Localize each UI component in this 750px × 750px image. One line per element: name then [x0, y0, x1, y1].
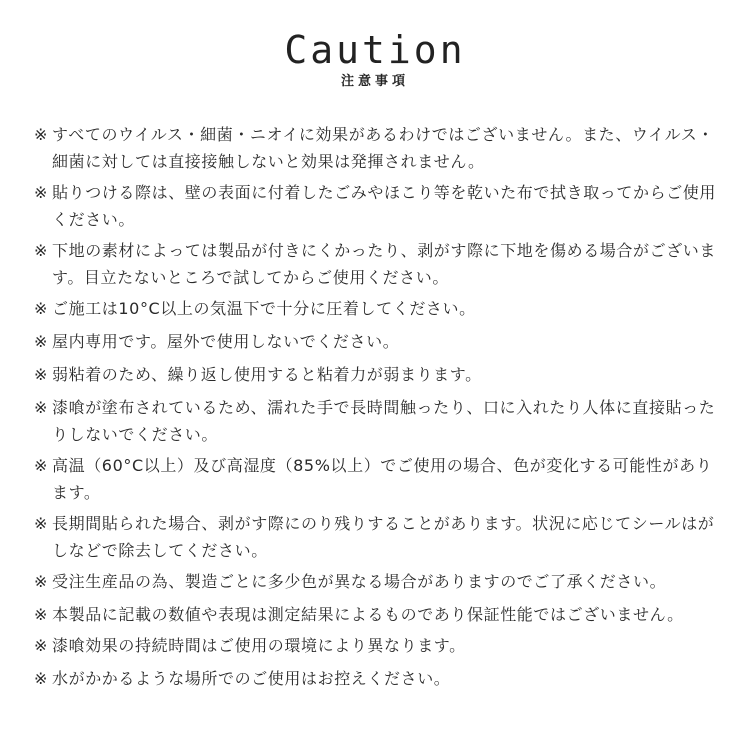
caution-text: 弱粘着のため、繰り返し使用すると粘着力が弱まります。	[52, 365, 482, 384]
caution-text: ご施工は10°C以上の気温下で十分に圧着してください。	[52, 299, 476, 318]
caution-item	[34, 179, 724, 233]
note-mark: ※	[34, 183, 49, 202]
note-mark: ※	[34, 332, 49, 351]
caution-item	[34, 510, 724, 564]
caution-item	[34, 295, 724, 322]
caution-text: 長期間貼られた場合、剥がす際にのり残りすることがあります。状況に応じてシールはがしなどで除去してください。	[52, 514, 715, 560]
note-mark: ※	[34, 572, 49, 591]
note-mark: ※	[34, 514, 49, 533]
caution-text: 屋内専用です。屋外で使用しないでください。	[52, 332, 400, 351]
caution-item	[34, 665, 724, 692]
note-mark: ※	[34, 456, 49, 475]
caution-item	[34, 394, 724, 448]
note-mark: ※	[34, 669, 49, 688]
caution-text: 本製品に記載の数値や表現は測定結果によるものであり保証性能ではございません。	[52, 605, 684, 624]
note-mark: ※	[34, 605, 49, 624]
caution-item	[34, 328, 724, 355]
page-title: Caution	[284, 28, 466, 72]
note-mark: ※	[34, 365, 49, 384]
header	[0, 30, 750, 90]
caution-item	[34, 361, 724, 388]
caution-item	[34, 601, 724, 628]
caution-text: 下地の素材によっては製品が付きにくかったり、剥がす際に下地を傷める場合がございます。目立たないところで試してからご使用ください。	[52, 241, 717, 287]
caution-text: すべてのウイルス・細菌・ニオイに効果があるわけではございません。また、ウイルス・細菌に対しては直接接触しないと効果は発揮されません。	[52, 125, 714, 171]
caution-text: 受注生産品の為、製造ごとに多少色が異なる場合がありますのでご了承ください。	[52, 572, 667, 591]
caution-text: 漆喰が塗布されているため、濡れた手で長時間触ったり、口に入れたり人体に直接貼ったりしないでください。	[52, 398, 716, 444]
caution-item	[34, 632, 724, 659]
caution-text: 高温（60°C以上）及び高湿度（85%以上）でご使用の場合、色が変化する可能性があります。	[52, 456, 713, 502]
caution-item	[34, 452, 724, 506]
note-mark: ※	[34, 241, 49, 260]
caution-item	[34, 121, 724, 175]
caution-list	[34, 121, 724, 698]
note-mark: ※	[34, 398, 49, 417]
caution-text: 漆喰効果の持続時間はご使用の環境により異なります。	[52, 636, 466, 655]
note-mark: ※	[34, 125, 49, 144]
note-mark: ※	[34, 636, 49, 655]
caution-text: 貼りつける際は、壁の表面に付着したごみやほこり等を乾いた布で拭き取ってからご使用ください。	[52, 183, 717, 229]
caution-text: 水がかかるような場所でのご使用はお控えください。	[52, 669, 451, 688]
note-mark: ※	[34, 299, 49, 318]
caution-item	[34, 568, 724, 595]
caution-item	[34, 237, 724, 291]
page-subtitle: 注意事項	[340, 74, 409, 89]
